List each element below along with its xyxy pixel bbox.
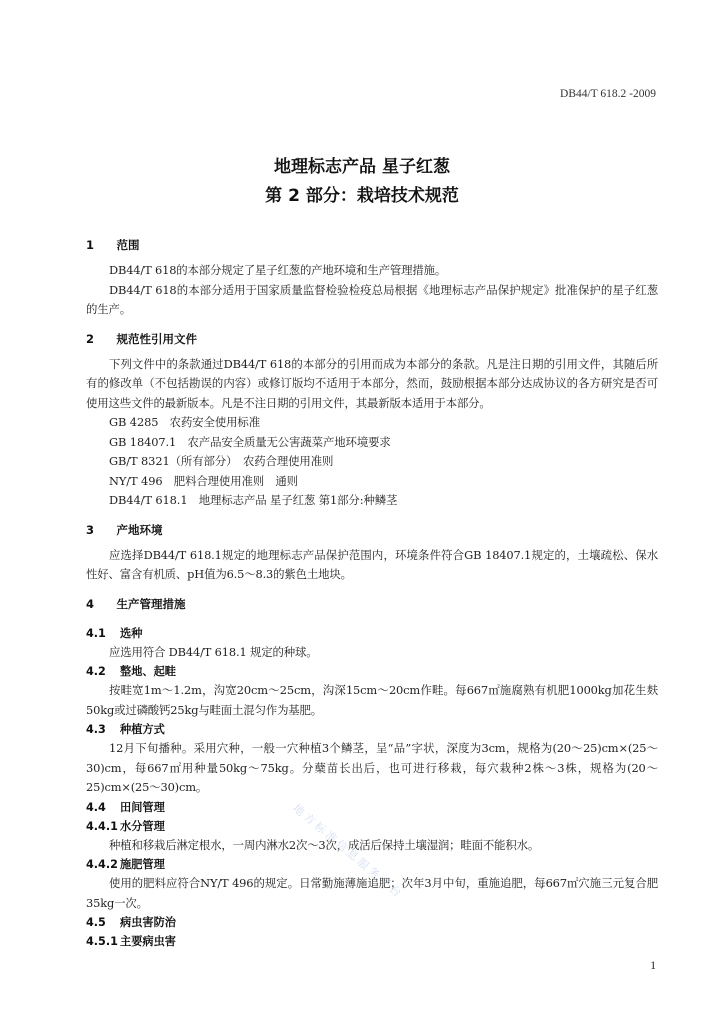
paragraph: DB44/T 618的本部分适用于国家质量监督检验检疫总局根据《地理标志产品保护规定》批准保护的星子红葱的生产。	[86, 282, 658, 316]
subsection-number: 4.4.2	[86, 858, 118, 871]
section-title: 产地环境	[116, 522, 163, 537]
section-heading-4	[86, 595, 658, 614]
section-title: 范围	[116, 238, 140, 252]
section-title: 生产管理措施	[116, 596, 186, 611]
subsection-number: 4.4	[86, 800, 106, 814]
subsection-title: 施肥管理	[120, 858, 165, 871]
section-heading-1	[86, 236, 658, 255]
paragraph: 12月下旬播种。采用穴种，一般一穴种植3个鳞茎，呈“品”字状，深度为3cm，规格为(20～25)cm×(25～30)cm，每667㎡用种量50kg～75kg。分蘖苗长出后，也可进行移栽，每穴栽种2株～3株，规格为(20～25)cm×(25～30)cm。	[86, 741, 658, 794]
paragraph: 种植和移栽后淋定根水，一周内淋水2次～3次，成活后保持土壤湿润；畦面不能积水。	[109, 837, 540, 852]
reference-item: DB44/T 618.1 地理标志产品 星子红葱 第1部分:种鳞茎	[109, 493, 398, 507]
subsection-number: 4.1	[86, 626, 106, 640]
section-heading-3	[86, 521, 658, 540]
paragraph: 下列文件中的条款通过DB44/T 618的本部分的引用而成为本部分的条款。凡是注日期的引用文件，其随后所有的修改单（不包括勘误的内容）或修订版均不适用于本部分，然而，鼓励根据本部分达成协议的各方研究是否可使用这些文件的最新版本。凡是不注日期的引用文件，其最新版本适用于本部分。	[86, 356, 658, 410]
reference-item: GB 18407.1 农产品安全质量无公害蔬菜产地环境要求	[109, 434, 391, 449]
standard-code: DB44/T 618.2 -2009	[560, 88, 656, 100]
paragraph: 应选择DB44/T 618.1规定的地理标志产品保护范围内，环境条件符合GB 18407.1规定的，土壤疏松、保水性好、富含有机质、pH值为6.5～8.3的紫色土地块。	[86, 547, 658, 581]
subsection-heading-4-2	[86, 662, 658, 681]
subsection-heading-4-4-1	[86, 817, 658, 836]
section-number: 2	[86, 331, 95, 346]
subsection-number: 4.4.1	[86, 819, 118, 833]
subsection-number: 4.2	[86, 665, 106, 678]
paragraph: 应选用符合 DB44/T 618.1 规定的种球。	[109, 644, 318, 659]
section-title: 规范性引用文件	[116, 331, 197, 346]
watermark: 地方标准信息服务平台	[290, 801, 406, 902]
reference-item: GB/T 8321（所有部分） 农药合理使用准则	[109, 454, 334, 468]
section-number: 3	[86, 522, 95, 537]
subsection-title: 整地、起畦	[120, 665, 176, 678]
subsection-title: 选种	[120, 626, 143, 640]
page-number: 1	[650, 960, 656, 972]
subsection-number: 4.5.1	[86, 935, 118, 948]
paragraph: 使用的肥料应符合NY/T 496的规定。日常勤施薄施追肥；次年3月中旬，重施追肥，每667㎡穴施三元复合肥35kg一次。	[86, 876, 658, 910]
subsection-number: 4.5	[86, 916, 106, 929]
title-line-2: 第 2 部分：栽培技术规范	[265, 186, 459, 206]
reference-item: GB 4285 农药安全使用标准	[109, 415, 260, 429]
reference-item: NY/T 496 肥料合理使用准则 通则	[109, 473, 298, 488]
title-line-1: 地理标志产品 星子红葱	[274, 157, 450, 177]
subsection-number: 4.3	[86, 723, 106, 736]
section-number: 1	[86, 238, 95, 252]
subsection-heading-4-5-1	[86, 932, 658, 951]
subsection-heading-4-4	[86, 798, 658, 817]
subsection-title: 田间管理	[120, 800, 165, 814]
paragraph: DB44/T 618的本部分规定了星子红葱的产地环境和生产管理措施。	[109, 263, 447, 277]
subsection-heading-4-5	[86, 913, 658, 932]
subsection-title: 种植方式	[120, 723, 165, 736]
subsection-title: 水分管理	[120, 819, 165, 833]
paragraph: 按畦宽1m～1.2m，沟宽20cm～25cm，沟深15cm～20cm作畦。每667㎡施腐熟有机肥1000kg加花生麸50kg或过磷酸钙25kg与畦面土混匀作为基肥。	[86, 683, 658, 717]
subsection-heading-4-1	[86, 624, 658, 643]
subsection-title: 主要病虫害	[120, 935, 176, 948]
document-body	[86, 236, 658, 951]
subsection-title: 病虫害防治	[120, 916, 176, 929]
section-heading-2	[86, 330, 658, 349]
section-number: 4	[86, 596, 95, 611]
subsection-heading-4-3	[86, 720, 658, 739]
